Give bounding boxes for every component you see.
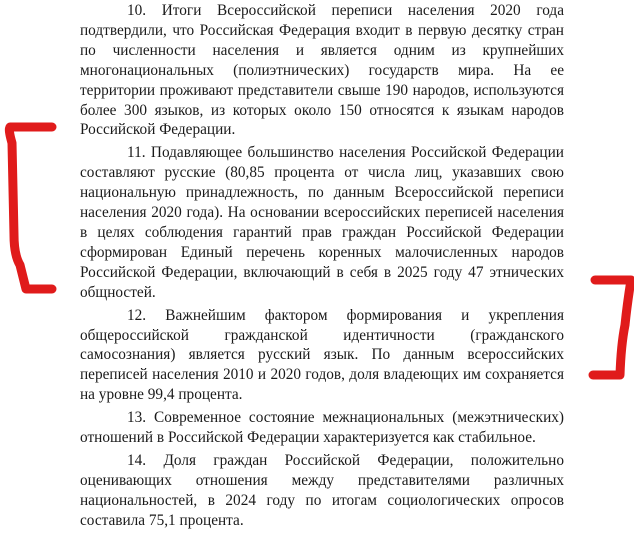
right-bracket-annotation <box>575 265 634 390</box>
left-bracket-annotation <box>0 115 70 300</box>
document-page <box>80 0 564 531</box>
paragraph-12: 12. Важнейшим фактором формирования и укрепления общероссийской гражданской идентичности (гражданского самосознания) является русский язык. По данным всероссийских переписей населения 2010 и 2020 годов, доля владеющих им сохраняется на уровне 99,4 процента. <box>80 306 564 404</box>
paragraph-13: 13. Современное состояние межнациональных (межэтнических) отношений в Российской Федерации характеризуется как стабильное. <box>80 409 564 447</box>
paragraph-14: 14. Доля граждан Российской Федерации, положительно оценивающих отношения между представителями различных национальностей, в 2024 году по итогам социологических опросов составила 75,1 процента. <box>80 451 564 529</box>
paragraph-10: 10. Итоги Всероссийской переписи населения 2020 года подтвердили, что Российская Федерация входит в первую десятку стран по численности населения и является одним из крупнейших многонациональных (полиэтнических) государств мира. На ее территории проживают представители свыше 190 народов, используются более 300 языков, из которых около 150 относятся к языкам народов Российской Федерации. <box>80 2 564 139</box>
paragraph-11: 11. Подавляющее большинство населения Российской Федерации составляют русские (80,85 процента от числа лиц, указавших свою национальную принадлежность, по данным Всероссийской переписи населения 2020 года). На основании всероссийских переписей населения в целях соблюдения гарантий прав граждан Российской Федерации сформирован Единый перечень коренных малочисленных народов Российской Федерации, включающий в себя в 2025 году 47 этнических общностей. <box>80 144 564 301</box>
